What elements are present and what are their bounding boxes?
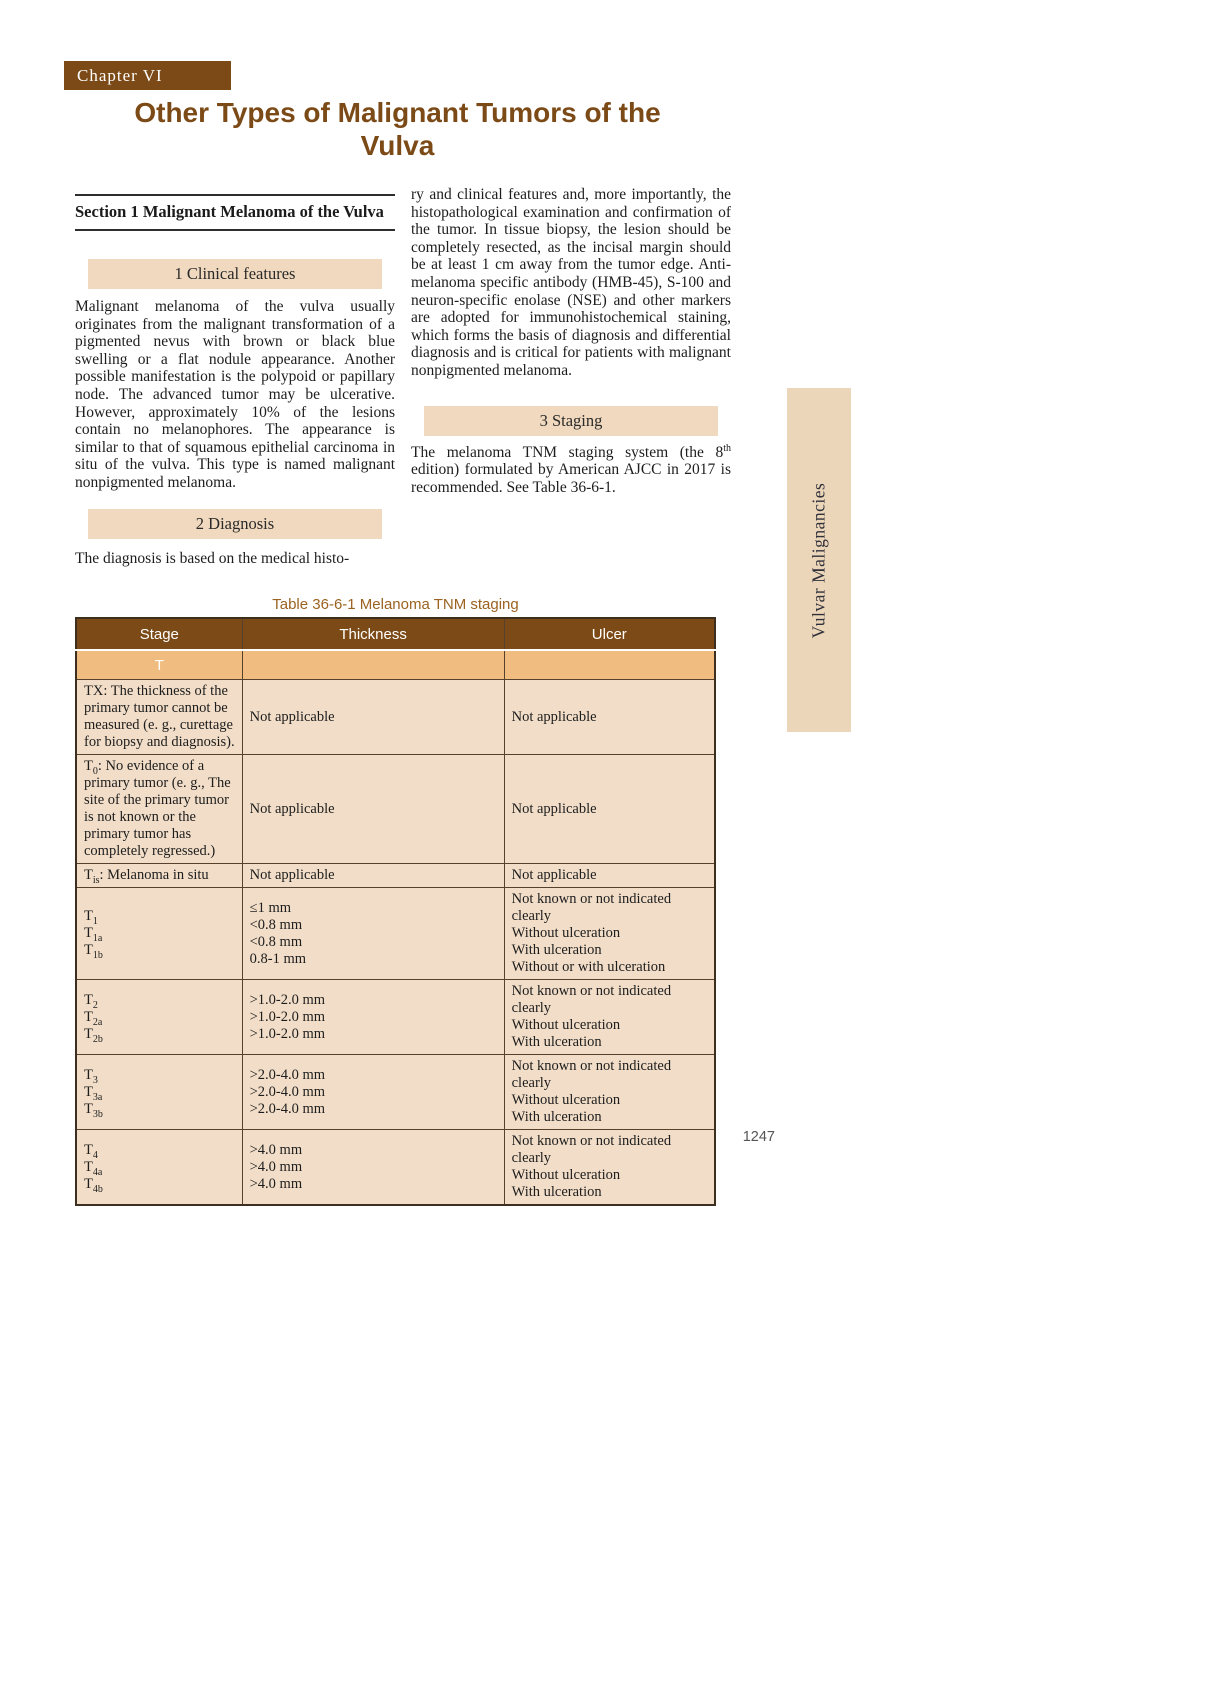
table-cell-ulcer: Not applicable bbox=[504, 755, 715, 864]
column-header-stage: Stage bbox=[76, 618, 242, 650]
right-column bbox=[411, 186, 731, 567]
column-header-thickness: Thickness bbox=[242, 618, 504, 650]
table-cell-stage: $T_2$ $T_{2a}$ $T_{2b}$ bbox=[76, 980, 242, 1055]
table-cell-thickness: Not applicable bbox=[242, 864, 504, 888]
table-cell-thickness: Not applicable bbox=[242, 680, 504, 755]
heading-staging: 3 Staging bbox=[424, 406, 718, 436]
page-title-line1: Other Types of Malignant Tumors of the bbox=[134, 97, 661, 128]
table-cell-thickness: ≤1 mm <0.8 mm <0.8 mm 0.8-1 mm bbox=[242, 888, 504, 980]
text-columns bbox=[75, 186, 731, 567]
left-column bbox=[75, 186, 395, 567]
table-cell-stage: $T_4$ $T_{4a}$ $T_{4b}$ bbox=[76, 1130, 242, 1206]
table-header-row bbox=[76, 618, 715, 650]
table-cell-stage: $T_3$ $T_{3a}$ $T_{3b}$ bbox=[76, 1055, 242, 1130]
section-tab-label: Vulvar Malignancies bbox=[808, 482, 829, 638]
table-cell-stage: $T_{is}$: Melanoma in situ bbox=[76, 864, 242, 888]
staging-paragraph: The melanoma TNM staging system (the 8th edition) formulated by American AJCC in 2017 is recommended. See Table 36-6-1. bbox=[411, 442, 731, 496]
diagnosis-paragraph-continued: ry and clinical features and, more importantly, the histopathological examination and confirmation of the tumor. In tissue biopsy, the lesion should be completely resected, as the incisal margin should be at least 1 cm away from the tumor edge. Anti-melanoma specific antibody (HMB-45), S-100 and neuron-specific enolase (NSE) and other markers are adopted for immunohistochemical staining, which forms the basis of diagnosis and differential diagnosis and is critical for patients with malignant nonpigmented melanoma. bbox=[411, 186, 731, 379]
table-cell-thickness: >4.0 mm >4.0 mm >4.0 mm bbox=[242, 1130, 504, 1206]
group-header-empty-thickness bbox=[242, 650, 504, 680]
clinical-paragraph: Malignant melanoma of the vulva usually originates from the malignant transformation of a pigmented nevus with brown or black blue swelling or a flat nodule appearance. Another possible manifestation is the polypoid or papillary node. The advanced tumor may be ulcerative. However, approximately 10% of the lesions contain no melanophores. The appearance is similar to that of squamous epithelial carcinoma in situ of the vulva. This type is named malignant nonpigmented melanoma. bbox=[75, 298, 395, 491]
table-cell-ulcer: Not applicable bbox=[504, 864, 715, 888]
table-title: Table 36-6-1 Melanoma TNM staging bbox=[272, 596, 519, 613]
chapter-label: Chapter VI bbox=[64, 61, 231, 90]
table-cell-thickness: >1.0-2.0 mm >1.0-2.0 mm >1.0-2.0 mm bbox=[242, 980, 504, 1055]
table-cell-ulcer: Not known or not indicated clearly Without ulceration With ulceration bbox=[504, 980, 715, 1055]
table-cell-thickness: >2.0-4.0 mm >2.0-4.0 mm >2.0-4.0 mm bbox=[242, 1055, 504, 1130]
table-row bbox=[76, 1130, 715, 1206]
table-cell-thickness: Not applicable bbox=[242, 755, 504, 864]
column-header-ulcer: Ulcer bbox=[504, 618, 715, 650]
table-cell-stage: $T_0$: No evidence of a primary tumor (e. g., The site of the primary tumor is not known or the primary tumor has completely regressed.) bbox=[76, 755, 242, 864]
table-row bbox=[76, 888, 715, 980]
tnm-staging-table bbox=[75, 617, 716, 1206]
table-cell-ulcer: Not known or not indicated clearly Without ulceration With ulceration bbox=[504, 1130, 715, 1206]
table-cell-stage: TX: The thickness of the primary tumor cannot be measured (e. g., curettage for biopsy and diagnosis). bbox=[76, 680, 242, 755]
table-cell-ulcer: Not known or not indicated clearly Without ulceration With ulceration Without or with ulceration bbox=[504, 888, 715, 980]
heading-clinical-features: 1 Clinical features bbox=[88, 259, 382, 289]
page-title bbox=[75, 96, 720, 162]
table-cell-ulcer: Not applicable bbox=[504, 680, 715, 755]
page-title-line2: Vulva bbox=[360, 130, 435, 161]
section-tab bbox=[787, 388, 851, 732]
group-header-t: T bbox=[76, 650, 242, 680]
table-cell-ulcer: Not known or not indicated clearly Without ulceration With ulceration bbox=[504, 1055, 715, 1130]
table-row bbox=[76, 680, 715, 755]
table-group-row bbox=[76, 650, 715, 680]
table-cell-stage: $T_1$ $T_{1a}$ $T_{1b}$ bbox=[76, 888, 242, 980]
table-row bbox=[76, 864, 715, 888]
table-row bbox=[76, 755, 715, 864]
table-row bbox=[76, 1055, 715, 1130]
page-number: 1247 bbox=[742, 1129, 775, 1145]
heading-diagnosis: 2 Diagnosis bbox=[88, 509, 382, 539]
group-header-empty-ulcer bbox=[504, 650, 715, 680]
table-header bbox=[76, 618, 715, 650]
table-row bbox=[76, 980, 715, 1055]
diagnosis-paragraph-start: The diagnosis is based on the medical histo- bbox=[75, 549, 350, 567]
section-heading: Section 1 Malignant Melanoma of the Vulva bbox=[75, 194, 395, 231]
tnm-table-body bbox=[76, 680, 715, 1206]
